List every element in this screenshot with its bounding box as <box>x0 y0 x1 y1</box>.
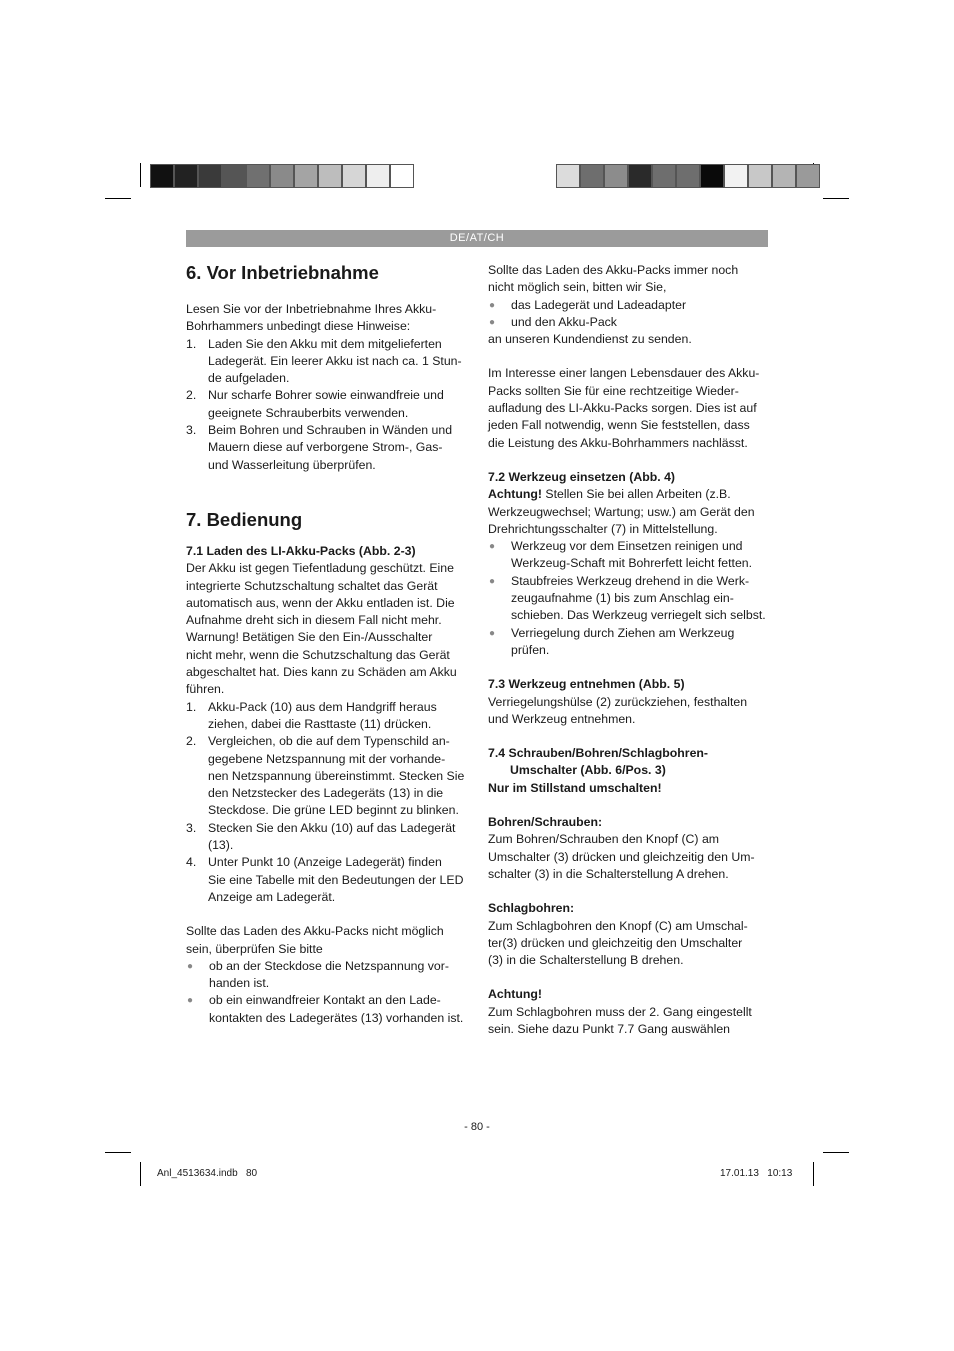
text-line: aufladung des LI-Akku-Packs sorgen. Dies ist auf <box>488 401 757 416</box>
list-item-line: den Netzstecker des Ladegeräts (13) in die <box>208 786 444 801</box>
bullet-line: Staubfreies Werkzeug drehend in die Werk- <box>511 573 750 588</box>
color-swatch <box>198 164 222 188</box>
list-item-line: de aufgeladen. <box>208 371 290 386</box>
section-6-list <box>186 336 476 474</box>
section-6-title: 6. Vor Inbetriebnahme <box>186 262 379 283</box>
bullet-line: und den Akku-Pack <box>511 314 617 329</box>
color-swatch <box>676 164 700 188</box>
page-number: - 80 - <box>464 1121 490 1133</box>
color-swatch <box>150 164 174 188</box>
list-number: 3. <box>186 423 197 438</box>
list-item-line: Stecken Sie den Akku (10) auf das Ladegerät <box>208 820 456 835</box>
section-7-title: 7. Bedienung <box>186 508 303 530</box>
section-7-1-list <box>186 699 476 907</box>
color-swatch <box>604 164 628 188</box>
color-swatch <box>724 164 748 188</box>
color-swatch <box>222 164 246 188</box>
section-7-2-warning <box>488 486 773 503</box>
color-swatch <box>772 164 796 188</box>
bullet-item <box>488 538 773 573</box>
list-number: 2. <box>186 734 197 749</box>
crop-mark <box>140 1162 141 1186</box>
text-line: Zum Bohren/Schrauben den Knopf (C) am <box>488 832 720 847</box>
section-7-4-title-2: Umschalter (Abb. 6/Pos. 3) <box>510 763 666 778</box>
text-line: integrierte Schutzschaltung schaltet das Gerät <box>186 578 438 593</box>
text-line: automatisch aus, wenn der Akku entladen ist. Die <box>186 595 455 610</box>
list-item-line: nen Netzspannung übereinstimmt. Stecken Sie <box>208 768 465 783</box>
schlagbohren-text <box>488 918 773 970</box>
color-swatch <box>366 164 390 188</box>
section-7-1-bullets <box>186 958 476 1027</box>
list-number: 2. <box>186 388 197 403</box>
list-item-line: und Wasserleitung überprüfen. <box>208 457 376 472</box>
text-line: sein, überprüfen Sie bitte <box>186 941 323 956</box>
text-line: abgeschaltet hat. Dies kann zu Schäden am Akku <box>186 665 457 680</box>
list-item <box>186 336 476 388</box>
color-swatch <box>556 164 580 188</box>
text-line: schalter (3) in die Schalterstellung A drehen. <box>488 866 729 881</box>
text-line: Im Interesse einer langen Lebensdauer des Akku- <box>488 366 760 381</box>
list-number: 4. <box>186 855 197 870</box>
file-info: Anl_4513634.indb 80 <box>157 1168 258 1179</box>
section-7-4-note: Nur im Stillstand umschalten! <box>488 780 662 795</box>
crop-mark <box>813 1162 814 1186</box>
color-swatch <box>628 164 652 188</box>
bullet-line: das Ladegerät und Ladeadapter <box>511 297 687 312</box>
text-line: Zum Schlagbohren muss der 2. Gang eingestellt <box>488 1004 752 1019</box>
text-line: sein. Siehe dazu Punkt 7.7 Gang auswählen <box>488 1021 731 1036</box>
color-swatch <box>748 164 772 188</box>
charging-failed-end: an unseren Kundendienst zu senden. <box>488 332 692 347</box>
list-item-line: Steckdose. Die grüne LED beginnt zu blinken. <box>208 803 459 818</box>
bullet-line: Werkzeug vor dem Einsetzen reinigen und <box>511 539 743 554</box>
color-swatch <box>342 164 366 188</box>
achtung-text <box>488 1004 773 1039</box>
list-item-line: Ladegerät. Ein leerer Akku ist nach ca. 1 Stun- <box>208 353 462 368</box>
region-header: DE/AT/CH <box>186 230 768 247</box>
color-swatch <box>652 164 676 188</box>
section-7-2-warning-rest <box>488 504 773 539</box>
text-line: nicht möglich sein, bitten wir Sie, <box>488 280 667 295</box>
list-item-line: ziehen, dabei die Rasttaste (11) drücken. <box>208 716 432 731</box>
section-7-1-title: 7.1 Laden des LI-Akku-Packs (Abb. 2-3) <box>186 543 416 558</box>
lifetime-text <box>488 365 773 451</box>
list-item-line: Akku-Pack (10) aus dem Handgriff heraus <box>208 699 437 714</box>
section-7-1-check <box>186 923 476 958</box>
bullet-item <box>186 958 476 993</box>
list-item-line: geeignete Schrauberbits verwenden. <box>208 405 409 420</box>
color-swatch <box>270 164 294 188</box>
left-column <box>186 261 476 1027</box>
text-line: (3) in die Schalterstellung B drehen. <box>488 953 684 968</box>
list-item-line: Anzeige am Ladegerät. <box>208 889 336 904</box>
color-swatch <box>700 164 724 188</box>
text-line: Lesen Sie vor der Inbetriebnahme Ihres Akku- <box>186 302 437 316</box>
list-item <box>186 422 476 474</box>
section-7-4-title-1: 7.4 Schrauben/Bohren/Schlagbohren- <box>488 746 709 761</box>
bullet-line: Werkzeug-Schaft mit Bohrerfett leicht fetten. <box>511 556 753 571</box>
text-line: Sollte das Laden des Akku-Packs nicht möglich <box>186 924 444 939</box>
text-line: und Werkzeug entnehmen. <box>488 711 636 726</box>
bullet-line: zeugaufnahme (1) bis zum Anschlag ein- <box>511 591 734 606</box>
section-7-2-title: 7.2 Werkzeug einsetzen (Abb. 4) <box>488 469 676 484</box>
list-item-line: Vergleichen, ob die auf dem Typenschild an- <box>208 734 450 749</box>
text-line: Drehrichtungsschalter (7) in Mittelstellung. <box>488 521 718 536</box>
color-swatch <box>174 164 198 188</box>
schlagbohren-title: Schlagbohren: <box>488 901 575 916</box>
text-line: nicht mehr, wenn die Schutzschaltung das Gerät <box>186 647 450 662</box>
color-swatch <box>318 164 342 188</box>
charging-failed-bullets <box>488 297 773 332</box>
list-number: 3. <box>186 820 197 835</box>
bullet-line: kontakten des Ladegerätes (13) vorhanden ist. <box>209 1010 464 1025</box>
charging-failed-text <box>488 262 773 297</box>
color-swatch <box>796 164 820 188</box>
section-6-intro <box>186 301 476 336</box>
crop-mark <box>105 1152 131 1153</box>
list-number: 1. <box>186 336 197 351</box>
right-column <box>488 262 773 1038</box>
bullet-icon: ● <box>187 995 194 1007</box>
list-item <box>186 699 476 734</box>
bullet-line: prüfen. <box>511 642 550 657</box>
text-line: führen. <box>186 682 225 697</box>
section-7-2-bullets <box>488 538 773 659</box>
bullet-icon: ● <box>489 627 496 639</box>
list-item <box>186 733 476 819</box>
text-line: ter(3) drücken und gleichzeitig den Umschalter <box>488 935 743 950</box>
bullet-item <box>488 297 773 314</box>
list-item-line: Beim Bohren und Schrauben in Wänden und <box>208 423 453 438</box>
list-number: 1. <box>186 699 197 714</box>
text-line: Umschalter (3) drücken und gleichzeitig den Um- <box>488 849 755 864</box>
list-item-line: gegebene Netzspannung mit der vorhande- <box>208 751 446 766</box>
text-line: Sollte das Laden des Akku-Packs immer noch <box>488 263 739 277</box>
text-line: Verriegelungshülse (2) zurückziehen, festhalten <box>488 694 748 709</box>
list-item <box>186 854 476 906</box>
crop-mark <box>823 1152 849 1153</box>
crop-mark <box>105 198 131 199</box>
list-item-line: Unter Punkt 10 (Anzeige Ladegerät) finden <box>208 855 442 870</box>
section-7-3-text <box>488 694 773 729</box>
warning-label: Achtung! <box>488 487 542 502</box>
color-swatch <box>246 164 270 188</box>
list-item-line: (13). <box>208 838 234 853</box>
list-item <box>186 387 476 422</box>
text-line: jeden Fall notwendig, wenn Sie feststellen, dass <box>488 418 750 433</box>
bullet-item <box>186 992 476 1027</box>
text-line: Aufnahme dreht sich in diesem Fall nicht mehr. <box>186 613 442 628</box>
bullet-icon: ● <box>489 316 496 328</box>
crop-mark <box>140 163 141 187</box>
color-bar-left <box>150 164 414 188</box>
bullet-icon: ● <box>187 960 194 972</box>
section-7-1-text <box>186 560 476 698</box>
bullet-line: ob an der Steckdose die Netzspannung vor- <box>209 958 449 973</box>
color-bar-right <box>556 164 820 188</box>
text-line: Packs sollten Sie für eine rechtzeitige Wieder- <box>488 383 739 398</box>
crop-mark <box>823 198 849 199</box>
bullet-line: ob ein einwandfreier Kontakt an den Lade- <box>209 993 441 1008</box>
bullet-icon: ● <box>489 299 496 311</box>
bullet-item <box>488 625 773 660</box>
print-date: 17.01.13 10:13 <box>720 1168 793 1179</box>
text-line: Werkzeugwechsel; Wartung; usw.) am Gerät den <box>488 504 755 519</box>
color-swatch <box>390 164 414 188</box>
bohren-title: Bohren/Schrauben: <box>488 815 603 830</box>
list-item <box>186 820 476 855</box>
bullet-line: schieben. Das Werkzeug verriegelt sich selbst. <box>511 608 766 623</box>
text-line: die Leistung des Akku-Bohrhammers nachlässt. <box>488 435 748 450</box>
list-item-line: Sie eine Tabelle mit den Bedeutungen der LED <box>208 872 464 887</box>
bullet-item <box>488 573 773 625</box>
bullet-item <box>488 314 773 331</box>
list-item-line: Mauern diese auf verborgene Strom-, Gas- <box>208 440 443 455</box>
bullet-icon: ● <box>489 541 496 553</box>
text-line: Der Akku ist gegen Tiefentladung geschützt. Eine <box>186 561 454 576</box>
color-swatch <box>294 164 318 188</box>
list-item-line: Laden Sie den Akku mit dem mitgelieferten <box>208 336 442 351</box>
bullet-line: handen ist. <box>209 976 270 991</box>
list-item-line: Nur scharfe Bohrer sowie einwandfreie und <box>208 388 444 403</box>
bohren-text <box>488 831 773 883</box>
color-swatch <box>580 164 604 188</box>
text-line: Zum Schlagbohren den Knopf (C) am Umschal- <box>488 918 748 933</box>
achtung-title: Achtung! <box>488 987 542 1002</box>
section-7-3-title: 7.3 Werkzeug entnehmen (Abb. 5) <box>488 677 685 692</box>
text-line: Bohrhammers unbedingt diese Hinweise: <box>186 319 411 334</box>
bullet-icon: ● <box>489 575 496 587</box>
text-line: Warnung! Betätigen Sie den Ein-/Ausschalter <box>186 630 433 645</box>
warning-text: Stellen Sie bei allen Arbeiten (z.B. <box>541 487 731 502</box>
bullet-line: Verriegelung durch Ziehen am Werkzeug <box>511 625 735 640</box>
